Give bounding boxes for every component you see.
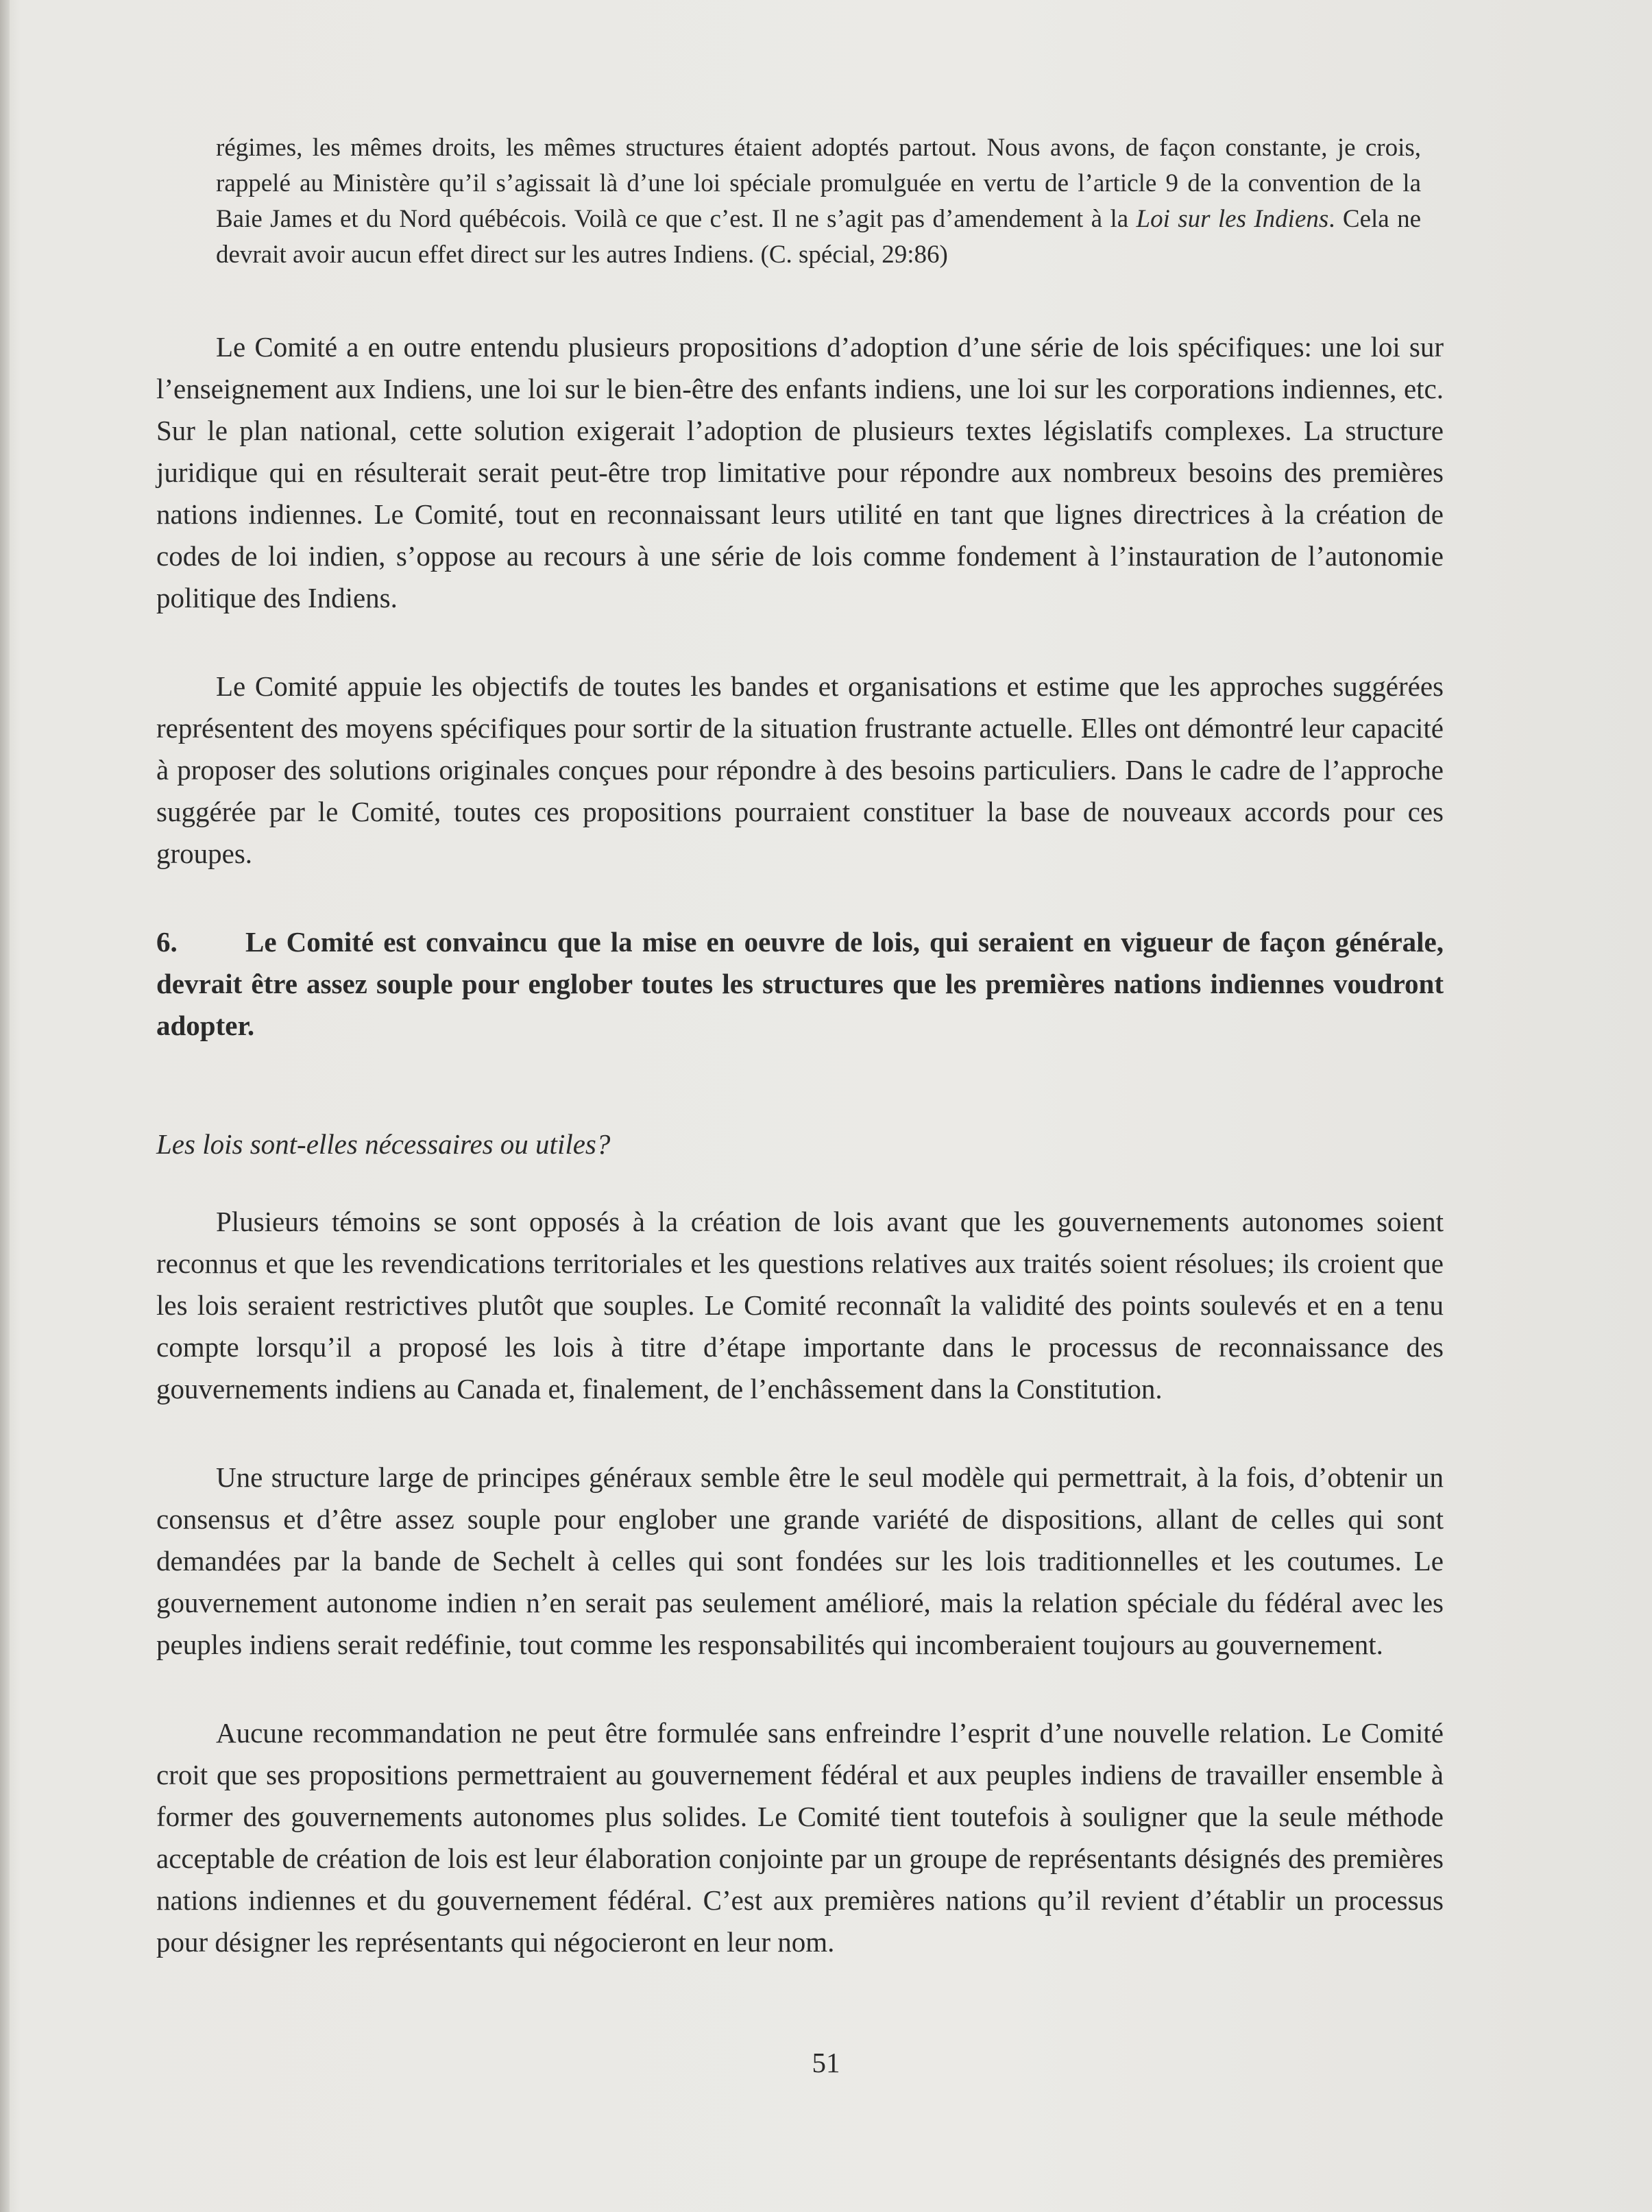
paragraph-specific-laws: Le Comité a en outre entendu plusieurs propositions d’adoption d’une série de lois spécifiques: une loi sur l’enseignement aux Indiens, une loi sur le bien-être des enfants indiens, une loi sur les corporations indiennes, etc. Sur le plan national, cette solution exigerait l’adoption de plusieurs textes législatifs complexes. La structure juridique qui en résulterait serait peut-être trop limitative pour répondre aux nombreux besoins des premières nations indiennes. Le Comité, tout en reconnaissant leurs utilité en tant que lignes directrices à la création de codes de loi indien, s’oppose au recours à une série de lois comme fondement à l’instauration de l’autonomie politique des Indiens. xyxy=(156,331,1444,613)
page-number: 51 xyxy=(812,2047,840,2078)
paragraph-witnesses: Plusieurs témoins se sont opposés à la création de lois avant que les gouvernements autonomes soient reconnus et que les revendications territoriales et les questions relatives aux traités soient résolues; ils croient que les lois seraient restrictives plutôt que souples. Le Comité reconnaît la validité des points soulevés et en a tenu compte lorsqu’il a proposé les lois à titre d’étape importante dans le processus de reconnaissance des gouvernements indiens au Canada et, finalement, de l’enchâssement dans la Constitution. xyxy=(156,1206,1444,1405)
quote-text-start: régimes, les mêmes droits, les mêmes structures étaient adoptés partout. Nous avons, de façon constante, je crois, rappelé au Ministère qu’il s’agissait là d’une loi spéciale promulguée en vertu de l’article 9 de la convention de la Baie James et du Nord québécois. Voilà ce que c’est. Il ne s’agit pas d’amendement à la xyxy=(216,134,1421,233)
paragraph-no-recommendation: Aucune recommandation ne peut être formulée sans enfreindre l’esprit d’une nouvelle relation. Le Comité croit que ses propositions permettraient au gouvernement fédéral et aux peuples indiens de travailler ensemble à former des gouvernements autonomes plus solides. Le Comité tient toutefois à souligner que la seule méthode acceptable de création de lois est leur élaboration conjointe par un groupe de représentants désignés des premières nations indiennes et du gouvernement fédéral. C’est aux premières nations qu’il revient d’établir un processus pour désigner les représentants qui négocieront en leur nom. xyxy=(156,1717,1444,1958)
quote-law-title: Loi sur les Indiens xyxy=(1136,205,1329,233)
paragraph-broad-structure: Une structure large de principes généraux semble être le seul modèle qui permettrait, à la fois, d’obtenir un consensus et d’être assez souple pour englober une grande variété de dispositions, allant de celles qui sont demandées par la bande de Sechelt à celles qui sont fondées sur les lois traditionnelles et les coutumes. Le gouvernement autonome indien n’en serait pas seulement amélioré, mais la relation spéciale du fédéral avec les peuples indiens serait redéfinie, tout comme les responsabilités qui incomberaient toujours au gouvernement. xyxy=(156,1461,1444,1660)
page-content xyxy=(156,130,1444,2010)
recommendation-number: 6. xyxy=(156,926,178,958)
recommendation-6 xyxy=(156,921,1444,1047)
quote-text-end: . Cela ne devrait avoir aucun effet direct sur les autres Indiens. (C. spécial, 29:86) xyxy=(216,205,1422,269)
testimony-quote xyxy=(156,130,1421,273)
paragraph-committee-support: Le Comité appuie les objectifs de toutes les bandes et organisations et estime que les approches suggérées représentent des moyens spécifiques pour sortir de la situation frustrante actuelle. Elles ont démontré leur capacité à proposer des solutions originales conçues pour répondre à des besoins particuliers. Dans le cadre de l’approche suggérée par le Comité, toutes ces propositions pourraient constituer la base de nouveaux accords pour ces groupes. xyxy=(156,670,1444,869)
section-subheading: Les lois sont-elles nécessaires ou utiles? xyxy=(156,1128,611,1160)
page-spine-shadow xyxy=(0,0,10,2212)
recommendation-text: Le Comité est convaincu que la mise en oeuvre de lois, qui seraient en vigueur de façon générale, devrait être assez souple pour englober toutes les structures que les premières nations indiennes voudront adopter. xyxy=(156,926,1444,1041)
